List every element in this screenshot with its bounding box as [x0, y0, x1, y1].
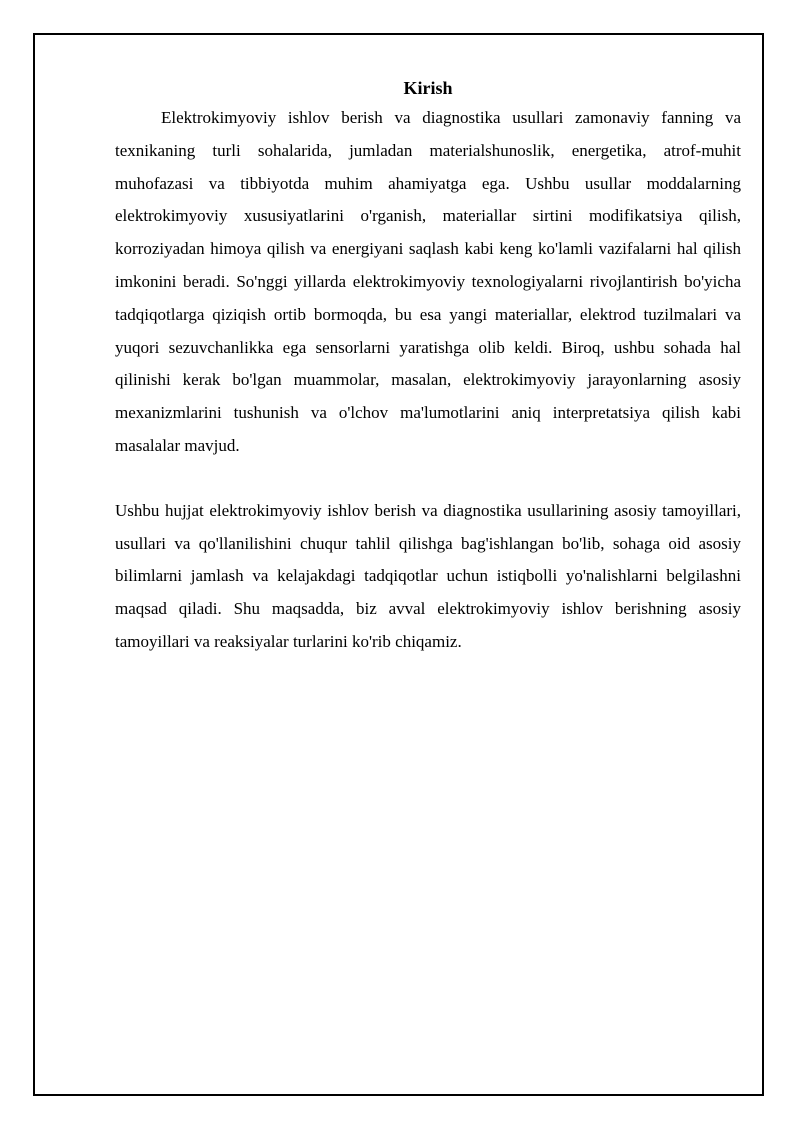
document-body [115, 76, 741, 659]
paragraph-intro: Elektrokimyoviy ishlov berish va diagnostika usullari zamonaviy fanning va texnikaning turli sohalarida, jumladan materialshunoslik, energetika, atrof-muhit muhofazasi va tibbiyotda muhim ahamiyatga ega. Ushbu usullar moddalarning elektrokimyoviy xususiyatlarini o'rganish, materiallar sirtini modifikatsiya qilish, korroziyadan himoya qilish va energiyani saqlash kabi keng ko'lamli vazifalarni hal qilish imkonini beradi. So'nggi yillarda elektrokimyoviy texnologiyalarni rivojlantirish bo'yicha tadqiqotlarga qiziqish ortib bormoqda, bu esa yangi materiallar, elektrod tuzilmalari va yuqori sezuvchanlikka ega sensorlarni yaratishga olib keldi. Biroq, ushbu sohada hal qilinishi kerak bo'lgan muammolar, masalan, elektrokimyoviy jarayonlarning asosiy mexanizmlarini tushunish va o'lchov ma'lumotlarini aniq interpretatsiya qilish kabi masalalar mavjud. [115, 108, 741, 455]
paragraph-spacer [115, 463, 741, 495]
document-title: Kirish [403, 78, 453, 98]
paragraph-purpose: Ushbu hujjat elektrokimyoviy ishlov berish va diagnostika usullarining asosiy tamoyillari, usullari va qo'llanilishini chuqur tahlil qilishga bag'ishlangan bo'lib, sohaga oid asosiy bilimlarni jamlash va kelajakdagi tadqiqotlar uchun istiqbolli yo'nalishlarni belgilashni maqsad qiladi. Shu maqsadda, biz avval elektrokimyoviy ishlov berishning asosiy tamoyillari va reaksiyalar turlarini ko'rib chiqamiz. [115, 500, 741, 651]
